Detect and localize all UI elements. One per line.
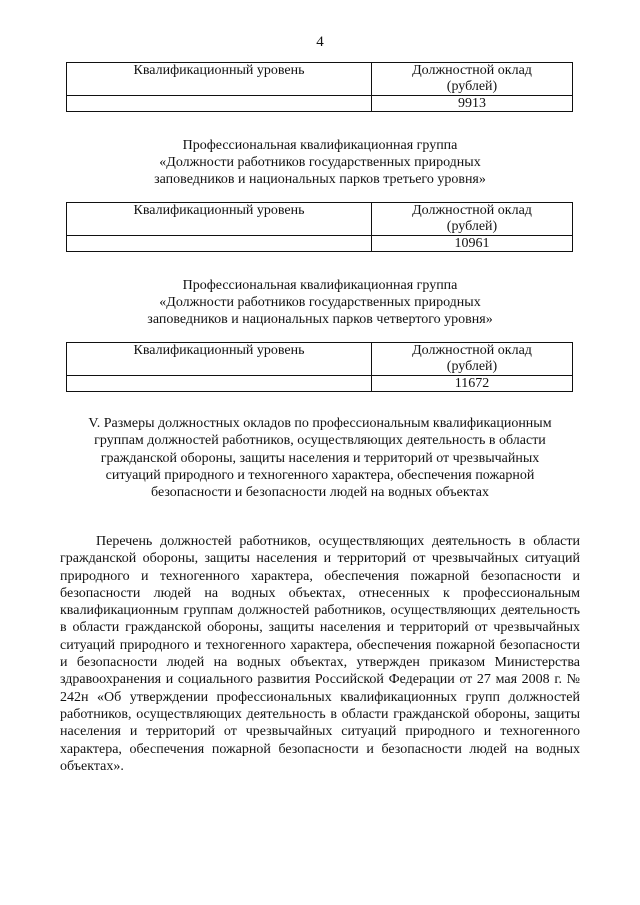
salary-header — [372, 343, 573, 376]
section-title-line: V. Размеры должностных окладов по профессиональным квалификационным — [88, 416, 552, 431]
salary-table-2 — [66, 202, 573, 252]
group-title-line: «Должности работников государственных природных — [159, 155, 481, 170]
level-cell — [67, 96, 372, 112]
group-title-line: заповедников и национальных парков четвертого уровня» — [147, 312, 493, 327]
salary-table-1 — [66, 62, 573, 112]
table-row — [67, 96, 573, 112]
section-title-line: группам должностей работников, осуществляющих деятельность в области — [94, 433, 546, 449]
salary-header-line2: (рублей) — [446, 219, 498, 234]
group-title-line: Профессиональная квалификационная группа — [182, 278, 458, 293]
level-header: Квалификационный уровень — [67, 203, 372, 236]
salary-table-3 — [66, 342, 573, 392]
group-title-line: Профессиональная квалификационная группа — [182, 138, 458, 153]
salary-cell: 10961 — [372, 236, 573, 252]
level-header: Квалификационный уровень — [67, 343, 372, 376]
salary-header — [372, 63, 573, 96]
salary-header-line2: (рублей) — [446, 359, 498, 374]
group-title-line: «Должности работников государственных природных — [159, 295, 481, 310]
level-header: Квалификационный уровень — [67, 63, 372, 96]
salary-header-line1: Должностной оклад — [412, 343, 532, 358]
section-title-line: ситуаций природного и техногенного характера, обеспечения пожарной — [105, 467, 535, 483]
salary-header-line2: (рублей) — [446, 79, 498, 94]
section-title-line: безопасности и безопасности людей на водных объектах — [151, 485, 489, 501]
salary-cell: 11672 — [372, 376, 573, 392]
table-row — [67, 376, 573, 392]
group-title-3rd-level — [90, 137, 550, 188]
level-cell — [67, 236, 372, 252]
section-title — [58, 415, 582, 501]
table-header-row — [67, 203, 573, 236]
page-number: 4 — [316, 34, 324, 50]
group-title-line: заповедников и национальных парков третьего уровня» — [154, 172, 486, 187]
section-title-line: гражданской обороны, защиты населения и территорий от чрезвычайных — [100, 450, 540, 466]
table-header-row — [67, 63, 573, 96]
salary-cell: 9913 — [372, 96, 573, 112]
group-title-4th-level — [90, 277, 550, 328]
level-cell — [67, 376, 372, 392]
salary-header-line1: Должностной оклад — [412, 203, 532, 218]
table-row — [67, 236, 573, 252]
body-paragraph: Перечень должностей работников, осуществляющих деятельность в области гражданской обороны, защиты населения и территорий от чрезвычайных ситуаций природного и техногенного характера, обеспечения пожарной безопасности и безопасности людей на водных объектах, отнесенных к профессиональным квалификационным группам должностей работников, осуществляющих деятельность в области гражданской обороны, защиты населения и территорий от чрезвычайных ситуаций природного и техногенного характера, обеспечения пожарной безопасности и безопасности людей на водных объектах, утвержден приказом Министерства здравоохранения и социального развития Российской Федерации от 27 мая 2008 г. № 242н «Об утверждении профессиональных квалификационных групп должностей работников, осуществляющих деятельность в области гражданской обороны, защиты населения и территорий от чрезвычайных ситуаций природного и техногенного характера, обеспечения пожарной безопасности и безопасности людей на водных объектах». — [60, 534, 580, 774]
table-header-row — [67, 343, 573, 376]
salary-header — [372, 203, 573, 236]
salary-header-line1: Должностной оклад — [412, 63, 532, 78]
